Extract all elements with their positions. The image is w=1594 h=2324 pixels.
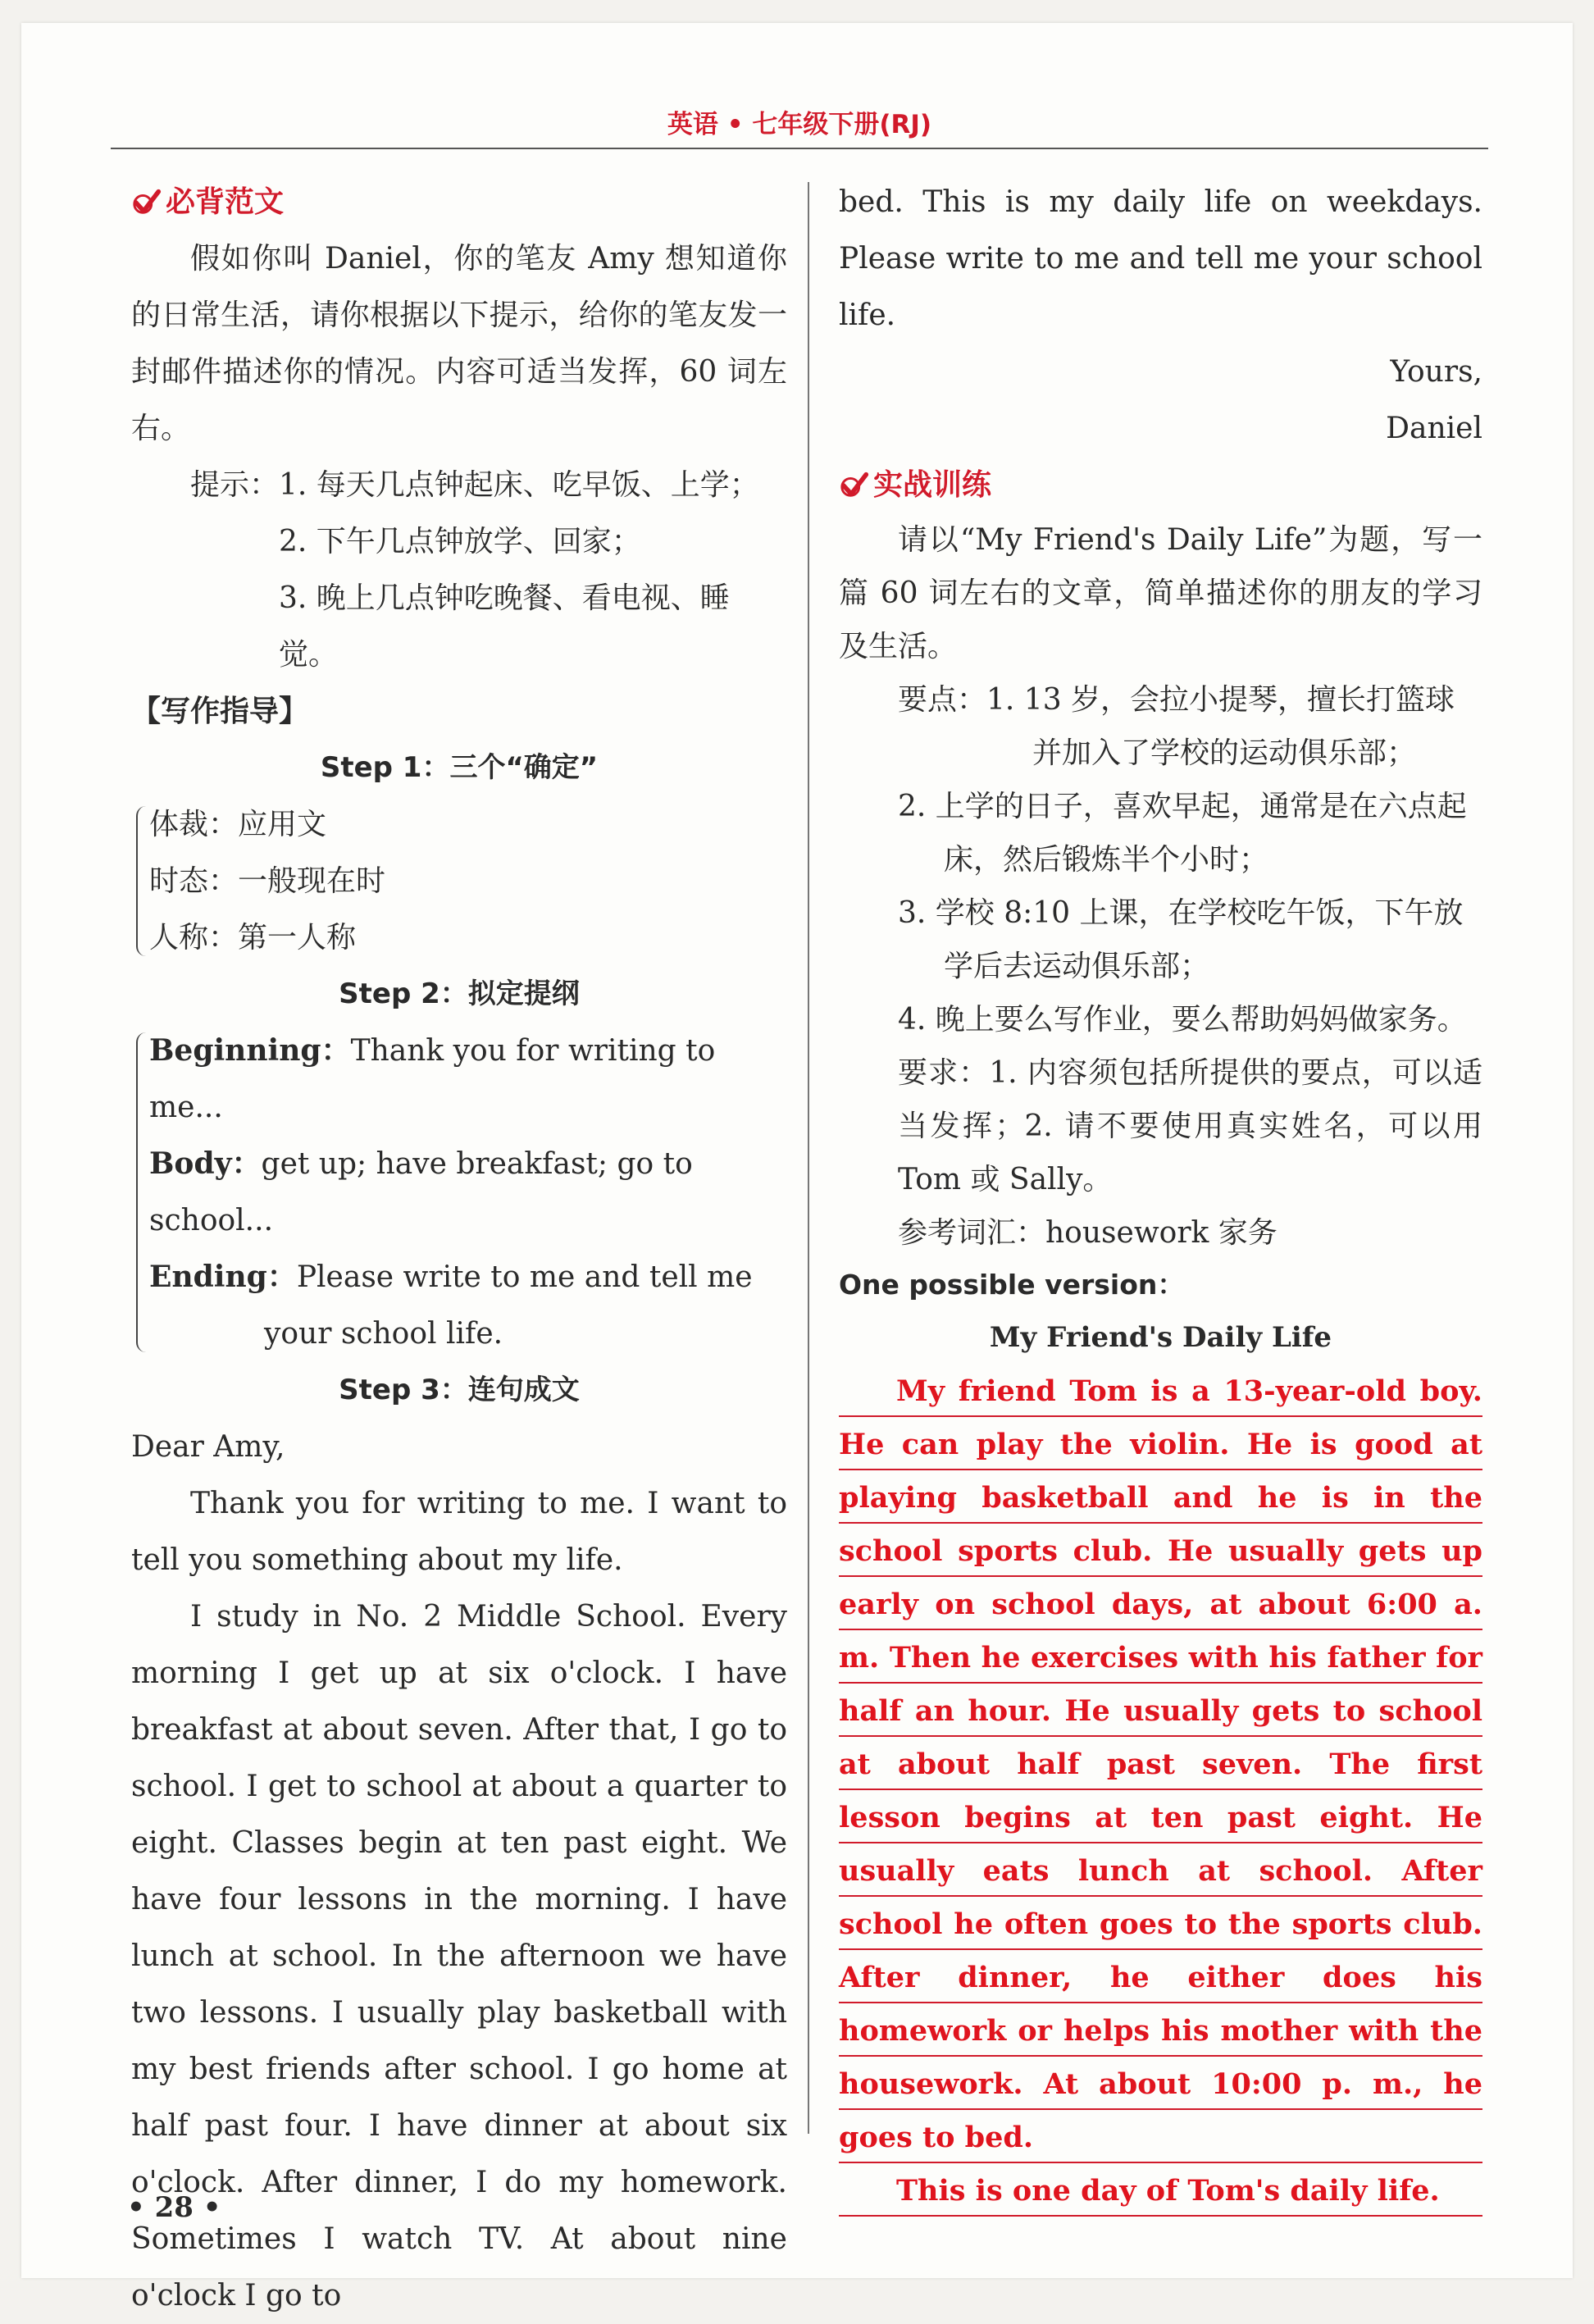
outline-item: Beginning：Thank you for writing to me... xyxy=(149,1033,716,1124)
vocab-hint: 参考词汇：housework 家务 xyxy=(898,1216,1277,1250)
hint-list xyxy=(131,457,787,683)
letter-paragraph: Thank you for writing to me. I want to tell you something about my life. xyxy=(131,1487,787,1577)
right-column xyxy=(839,174,1482,2217)
point-item: 2. 上学的日子，喜欢早起，通常是在六点起床，然后锻炼半个小时； xyxy=(898,790,1467,877)
check-icon xyxy=(131,186,162,219)
column-divider xyxy=(808,182,809,2134)
step1-item: 人称：第一人称 xyxy=(149,921,357,955)
hint-item: 3. 晚上几点钟吃晚餐、看电视、睡觉。 xyxy=(279,581,730,672)
hint-item: 2. 下午几点钟放学、回家； xyxy=(279,525,641,558)
letter-paragraph: I study in No. 2 Middle School. Every morning I get up at six o'clock. I have breakfast at about seven. After that, I go to school. I get to school at about a quarter to eight. Classes begin at ten past eight. We have four lessons in the morning. I have lunch at school. In the afternoon we have two lessons. I usually play basketball with my best friends after school. I go home at half past four. I have dinner at about six o'clock. After dinner, I do my homework. Sometimes I watch TV. At about nine o'clock I go to xyxy=(131,1600,787,2313)
point-item: 1. 13 岁，会拉小提琴，擅长打篮球并加入了学校的运动俱乐部； xyxy=(986,683,1455,770)
check-icon xyxy=(839,469,870,502)
point-item: 3. 学校 8:10 上课，在学校吃午饭，下午放学后去运动俱乐部； xyxy=(898,896,1464,983)
letter-signature: Daniel xyxy=(1386,412,1482,445)
point-item: 4. 晚上要么写作业，要么帮助妈妈做家务。 xyxy=(898,1003,1467,1037)
points-list xyxy=(839,673,1482,780)
step3-heading: Step 3：连句成文 xyxy=(339,1374,580,1406)
guide-title: 【写作指导】 xyxy=(131,695,309,728)
brace-icon xyxy=(136,806,148,956)
page-number: • 28 • xyxy=(127,2191,221,2224)
step1-item: 体裁：应用文 xyxy=(149,808,327,841)
points-list-cont xyxy=(839,780,1482,1046)
letter-continuation: bed. This is my daily life on weekdays. Please write to me and tell me your school life. xyxy=(839,185,1482,332)
task-text: 假如你叫 Daniel，你的笔友 Amy 想知道你的日常生活，请你根据以下提示，给你的笔友发一封邮件描述你的情况。内容可适当发挥，60 词左右。 xyxy=(131,242,787,445)
letter-closing: Yours, xyxy=(1390,355,1482,389)
version-label: One possible version： xyxy=(839,1269,1185,1301)
outline-item: Body：get up; have breakfast; go to school... xyxy=(149,1146,693,1237)
header-title: 英语 • 七年级下册(RJ) xyxy=(667,110,932,139)
hint-prefix: 提示： xyxy=(190,468,280,502)
page-header xyxy=(111,97,1488,149)
points-prefix: 要点： xyxy=(898,683,987,717)
essay-title: My Friend's Daily Life xyxy=(989,1321,1332,1354)
outline-item: Ending：Please write to me and tell me your school life. xyxy=(149,1260,753,1351)
section-title-model-essay: 必背范文 xyxy=(131,174,787,230)
left-column xyxy=(131,174,787,2324)
practice-task: 请以“My Friend's Daily Life”为题，写一篇 60 词左右的文章，简单描述你的朋友的学习及生活。 xyxy=(839,523,1482,663)
brace-icon xyxy=(136,1032,148,1352)
letter-greeting: Dear Amy, xyxy=(131,1430,285,1464)
step2-heading: Step 2：拟定提纲 xyxy=(339,977,580,1010)
hint-item: 1. 每天几点钟起床、吃早饭、上学； xyxy=(279,468,759,502)
essay-paragraph: This is one day of Tom's daily life. xyxy=(839,2164,1482,2217)
step1-item: 时态：一般现在时 xyxy=(149,864,386,898)
section-title-practice: 实战训练 xyxy=(839,457,1482,513)
step1-heading: Step 1：三个“确定” xyxy=(320,751,599,784)
outline-list xyxy=(131,1023,787,1362)
step1-list xyxy=(131,796,787,966)
essay-paragraph: My friend Tom is a 13-year-old boy. He can play the violin. He is good at playing basketball and he is in the school sports club. He usually gets up early on school days, at about 6:00 a. m. Then he exercises with his father for half an hour. He usually gets to school at about half past seven. The first lesson begins at ten past eight. He usually eats lunch at school. After school he often goes to the sports club. After dinner, he either does his homework or helps his mother with the housework. At about 10:00 p. m., he goes to bed. xyxy=(839,1365,1482,2164)
requirements: 要求：1. 内容须包括所提供的要点，可以适当发挥；2. 请不要使用真实姓名，可以用 Tom 或 Sally。 xyxy=(898,1056,1482,1196)
